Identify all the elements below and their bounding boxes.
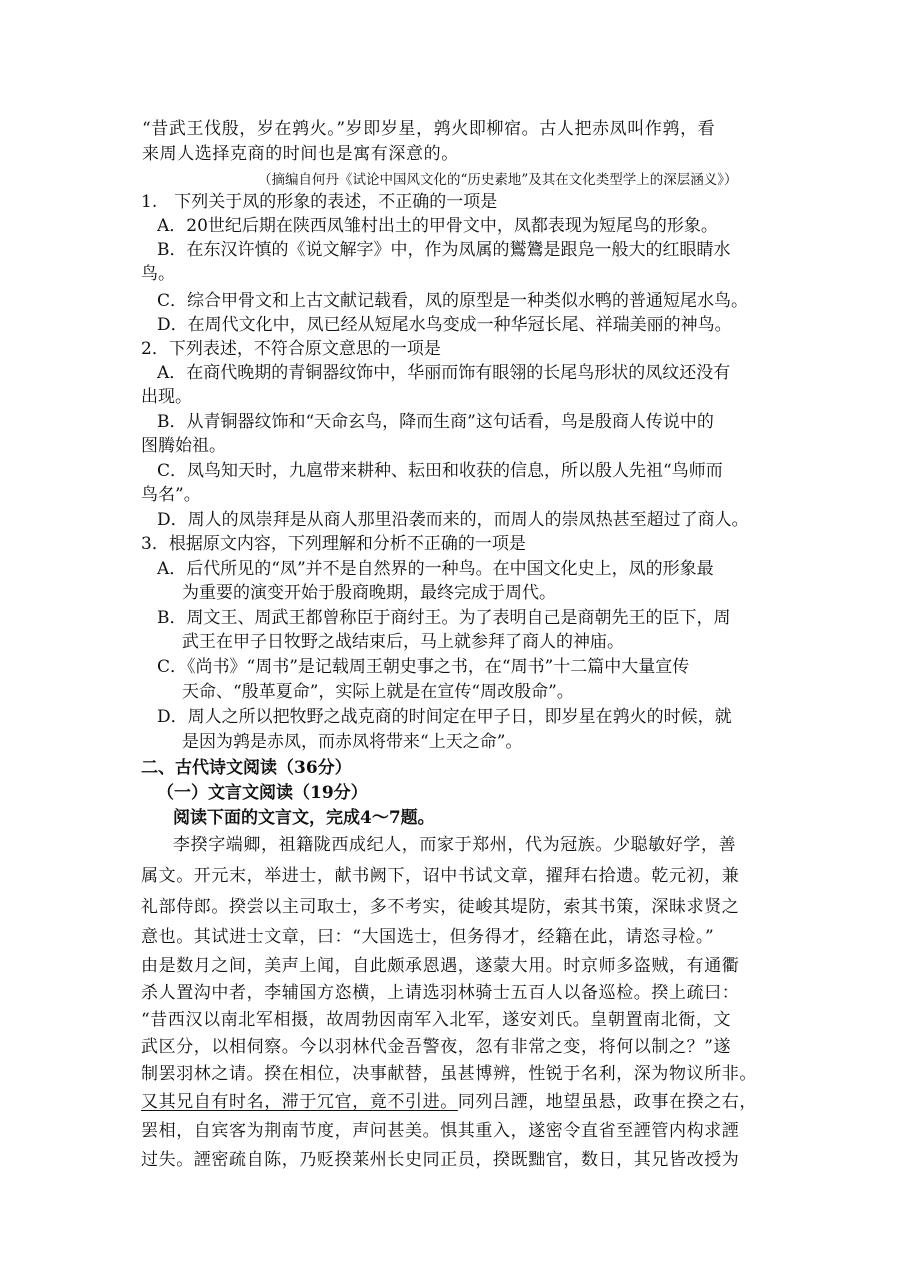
question-3-stem: 3．根据原文内容，下列理解和分析不正确的一项是	[141, 534, 526, 554]
q1-option-c: C．综合甲骨文和上古文献记载看，凤的原型是一种类似水鸭的普通短尾水鸟。	[157, 291, 749, 311]
q2-option-a: A．在商代晚期的青铜器纹饰中，华丽而饰有眼翎的长尾鸟形状的凤纹还没有	[157, 363, 731, 383]
q1-option-d: D．在周代文化中，凤已经从短尾水鸟变成一种华冠长尾、祥瑞美丽的神鸟。	[157, 315, 732, 335]
passage-line-11: 罢相，自宾客为荆南节度，声问甚美。惧其重入，遂密令直省至諲管内构求諲	[141, 1121, 740, 1141]
q3-option-b: B．周文王、周武王都曾称臣于商纣王。为了表明自己是商朝先王的臣下，周	[157, 608, 731, 628]
q3-option-d: D．周人之所以把牧野之战克商的时间定在甲子日，即岁星在鹑火的时候，就	[157, 707, 732, 727]
passage-line-8: 武区分，以相伺察。今以羽林代金吾警夜，忽有非常之变，将何以制之？”遂	[141, 1037, 732, 1057]
q2-option-c-cont: 鸟名”。	[141, 485, 201, 505]
question-1-stem: 1. 下列关于凤的形象的表述，不正确的一项是	[141, 192, 498, 212]
q2-option-b-cont: 图腾始祖。	[141, 436, 226, 456]
passage-line-6: 杀人置沟中者，李辅国方恣横，上请选羽林骑士五百人以备巡检。揆上疏曰：	[141, 983, 740, 1003]
passage-line-3: 礼部侍郎。揆尝以主司取士，多不考实，徒峻其堤防，索其书策，深昧求贤之	[141, 897, 740, 917]
passage-line-9: 制罢羽林之请。揆在相位，决事献替，虽甚博辨，性锐于名利，深为物议所非。	[141, 1064, 757, 1084]
source-citation: （摘编自何丹《试论中国风文化的“历史素地”及其在文化类型学上的深层涵义》）	[258, 172, 738, 188]
q3-option-d-cont: 是因为鹑是赤凤，而赤凤将带来“上天之命”。	[182, 732, 523, 752]
passage-line-4: 意也。其试进士文章，曰：“大国选士，但务得才，经籍在此，请恣寻检。”	[141, 927, 715, 947]
q3-option-a: A．后代所见的“凤”并不是自然界的一种鸟。在中国文化史上，凤的形象最	[157, 559, 714, 579]
q1-option-a: A．20世纪后期在陕西凤雏村出土的甲骨文中，凤都表现为短尾鸟的形象。	[157, 216, 718, 236]
q3-option-c: C．《尚书》“周书”是记载周王朝史事之书，在“周书”十二篇中大量宣传	[157, 657, 690, 677]
question-2-stem: 2．下列表述，不符合原文意思的一项是	[141, 339, 441, 359]
q3-option-c-cont: 天命、“殷革夏命”，实际上就是在宣传“周改殷命”。	[182, 682, 574, 702]
intro-line-2: 来周人选择克商的时间也是寓有深意的。	[142, 144, 459, 164]
passage-line-7: “昔西汉以南北军相摄，故周勃因南军入北军，遂安刘氏。皇朝置南北衙，文	[141, 1010, 732, 1030]
q2-option-c: C．凤鸟知天时，九扈带来耕种、耘田和收获的信息，所以殷人先祖“鸟师而	[157, 461, 723, 481]
passage-line-10	[141, 1090, 757, 1114]
q1-option-b-cont: 鸟。	[141, 264, 175, 284]
section-heading: 二、古代诗文阅读（36分）	[141, 758, 352, 778]
q1-option-b: B．在东汉许慎的《说文解字》中，作为凤属的鸑鷟是跟凫一般大的红眼睛水	[157, 240, 731, 260]
passage-line-5: 由是数月之间，美声上闻，自此颇承恩遇，遂蒙大用。时京师多盗贼，有通衢	[141, 956, 740, 976]
passage-line-2: 属文。开元末，举进士，献书阙下，诏中书试文章，擢拜右拾遗。乾元初，兼	[141, 866, 740, 886]
q3-option-b-cont: 武王在甲子日牧野之战结束后，马上就参拜了商人的神庙。	[182, 632, 624, 652]
q2-option-b: B．从青铜器纹饰和“天命玄鸟，降而生商”这句话看，鸟是殷商人传说中的	[157, 412, 714, 432]
q2-option-d: D．周人的凤崇拜是从商人那里沿袭而来的，而周人的崇凤热甚至超过了商人。	[157, 510, 749, 530]
subsection-heading: （一）文言文阅读（19分）	[157, 783, 368, 803]
passage-line-12: 过失。諲密疏自陈，乃贬揆莱州长史同正员，揆既黜官，数日，其兄皆改授为	[141, 1150, 740, 1170]
instruction: 阅读下面的文言文，完成4～7题。	[173, 808, 435, 828]
passage-line-1: 李揆字端卿，祖籍陇西成纪人，而家于郑州，代为冠族。少聪敏好学，善	[173, 835, 737, 855]
q2-option-a-cont: 出现。	[141, 387, 192, 407]
underlined-sentence: 又其兄自有时名，滞于冗官，竟不引进。	[141, 1092, 458, 1112]
passage-line-10-rest: 同列吕諲，地望虽悬，政事在揆之右，	[457, 1092, 758, 1112]
intro-line-1: “昔武王伐殷，岁在鹑火。”岁即岁星，鹑火即柳宿。古人把赤凤叫作鹑，看	[142, 119, 716, 139]
q3-option-a-cont: 为重要的演变开始于殷商晚期，最终完成于周代。	[182, 583, 556, 603]
